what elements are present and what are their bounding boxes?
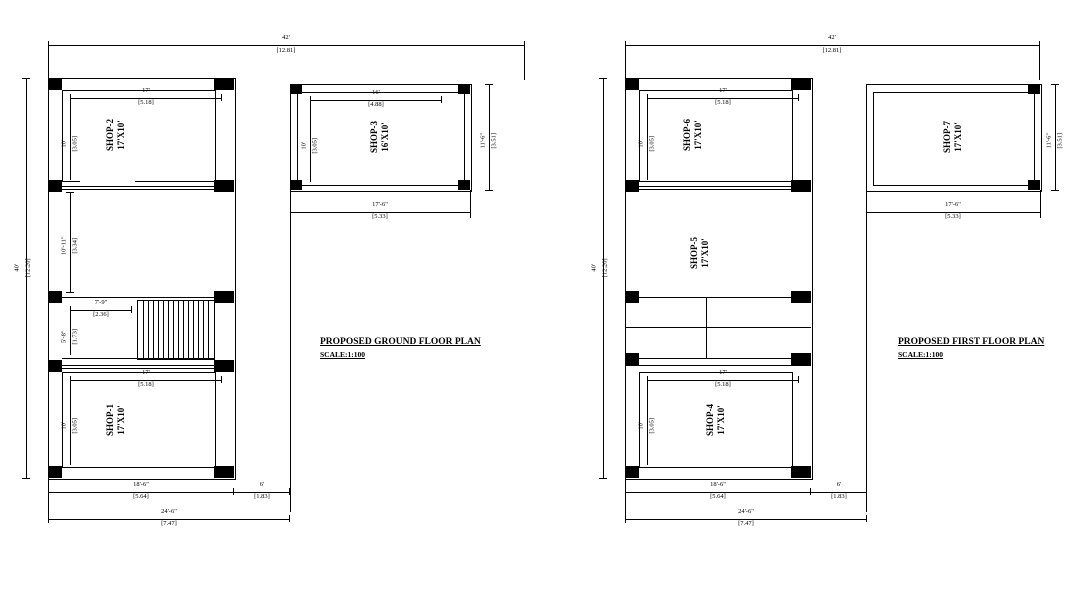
shop-name: SHOP-3 xyxy=(369,121,379,154)
dim-shop4-h-ft: 10' xyxy=(637,421,645,430)
dim-shop1-h-ft: 10' xyxy=(60,421,68,430)
dim-stair-w-ft: 7'-9" xyxy=(94,299,108,306)
dim-right-m: [3.51] xyxy=(1056,132,1064,149)
dim-stair-h-ft: 5'-8" xyxy=(60,330,68,343)
dim-bottom-total-m: [7.47] xyxy=(738,520,754,527)
column xyxy=(791,353,811,365)
dim-tick xyxy=(1051,84,1059,85)
dim-stair-w-m: [2.36] xyxy=(93,311,109,318)
shop-name: SHOP-6 xyxy=(682,119,692,152)
internal-wall xyxy=(625,327,811,328)
dim-shop2-h-ft: 10' xyxy=(60,139,68,148)
dim-bottom-a-m: [5.64] xyxy=(133,493,149,500)
ext-line xyxy=(1039,45,1040,80)
dim-bottom-total-ft: 24'-6" xyxy=(161,508,177,515)
dim-shop4-w-m: [5.18] xyxy=(715,381,731,388)
column xyxy=(625,353,639,365)
ext-line xyxy=(1040,190,1041,218)
internal-wall xyxy=(625,365,811,366)
shop-size: 17'X10' xyxy=(693,120,703,150)
dim-overall-left-m: [12.20] xyxy=(601,258,609,278)
dim-tick xyxy=(798,94,799,101)
dim-right-lower-ft: 17'-6" xyxy=(945,201,961,208)
dim-shop3-h-ft: 10' xyxy=(300,141,308,150)
dim-shop3-h-m: [3.05] xyxy=(311,137,319,154)
column xyxy=(625,291,639,303)
dim-overall-left-ft: 40' xyxy=(13,263,21,272)
dim-bottom-b-ft: 6' xyxy=(259,481,265,488)
dim-right-lower-ft: 17'-6" xyxy=(372,201,388,208)
shop-size: 17'X10' xyxy=(700,238,710,268)
dim-line-top-f xyxy=(625,45,1040,46)
dim-right-ft: 11'-6" xyxy=(479,133,487,149)
dim-overall-top-ft: 42' xyxy=(828,34,836,41)
column xyxy=(791,180,811,192)
column xyxy=(1028,180,1040,190)
dim-shop6-w-m: [5.18] xyxy=(715,99,731,106)
column xyxy=(625,78,639,90)
shop-name: SHOP-5 xyxy=(689,237,699,270)
dim-tick xyxy=(798,376,799,383)
shop-name: SHOP-7 xyxy=(942,121,952,154)
internal-wall xyxy=(625,358,811,359)
dim-shop4-w-ft: 17' xyxy=(719,369,727,376)
room-label-shop5 xyxy=(678,237,722,270)
shop-name: SHOP-4 xyxy=(705,404,715,437)
dim-overall-left-ft: 40' xyxy=(590,263,598,272)
column xyxy=(791,78,811,90)
dim-shop4-h-m: [3.05] xyxy=(648,417,656,434)
dim-bottom-b-m: [1.83] xyxy=(831,493,847,500)
ext-line xyxy=(625,478,626,523)
dim-shop2-h-m: [3.05] xyxy=(71,135,79,152)
internal-wall xyxy=(625,297,811,298)
first-plan-title: PROPOSED FIRST FLOOR PLAN xyxy=(898,337,1045,347)
ext-line xyxy=(625,45,626,80)
dim-shop3-w-m: [4.88] xyxy=(368,101,384,108)
dim-tick xyxy=(599,478,607,479)
dim-stair-h-m: [1.73] xyxy=(71,328,79,345)
column xyxy=(791,466,811,478)
ext-line xyxy=(866,212,867,512)
column xyxy=(791,291,811,303)
first-plan-scale: SCALE:1:100 xyxy=(898,350,944,359)
shop-size: 17'X10' xyxy=(116,405,126,435)
dim-tick xyxy=(599,78,607,79)
shop-size: 16'X10' xyxy=(380,122,390,152)
dim-shop1-h-m: [3.05] xyxy=(71,417,79,434)
dim-overall-top-ft: 42' xyxy=(282,34,290,41)
dim-mid-m: [3.34] xyxy=(71,237,79,254)
dim-shop3-w-ft: 16' xyxy=(372,89,380,96)
shop-name: SHOP-1 xyxy=(105,404,115,437)
shop-size: 17'X10' xyxy=(953,122,963,152)
dim-overall-top-m: [12.81] xyxy=(276,47,296,54)
dim-overall-left-m: [12.20] xyxy=(24,258,32,278)
dim-shop1-w-ft: 17' xyxy=(142,369,150,376)
dim-bottom-a-m: [5.64] xyxy=(710,493,726,500)
internal-wall xyxy=(706,297,707,358)
room-label-shop6 xyxy=(671,119,715,152)
dim-right-m: [3.51] xyxy=(490,132,498,149)
ground-plan-title: PROPOSED GROUND FLOOR PLAN xyxy=(320,337,481,347)
dim-bottom-b-ft: 6' xyxy=(836,481,842,488)
dim-right-lower-m: [5.33] xyxy=(945,213,961,220)
dim-right-ft: 11'-6" xyxy=(1045,133,1053,149)
dim-shop1-w-m: [5.18] xyxy=(138,381,154,388)
shop-size: 17'X10' xyxy=(116,120,126,150)
dim-bottom-a-ft: 18'-6" xyxy=(133,481,149,488)
dim-mid-ft: 10'-11" xyxy=(60,236,68,256)
room-label-shop4 xyxy=(694,404,738,437)
ground-plan-scale: SCALE:1:100 xyxy=(320,350,366,359)
dim-bottom-total-ft: 24'-6" xyxy=(738,508,754,515)
dim-shop6-w-ft: 17' xyxy=(719,87,727,94)
shop-size: 17'X10' xyxy=(716,405,726,435)
dim-bottom-total-m: [7.47] xyxy=(161,520,177,527)
column xyxy=(1028,84,1040,94)
dim-bottom-a-ft: 18'-6" xyxy=(710,481,726,488)
dim-overall-top-m: [12.81] xyxy=(822,47,842,54)
dim-bottom-b-m: [1.83] xyxy=(254,493,270,500)
shop-name: SHOP-2 xyxy=(105,119,115,152)
dim-shop6-h-ft: 10' xyxy=(637,139,645,148)
dim-shop2-w-ft: 17' xyxy=(142,87,150,94)
dim-shop6-h-m: [3.05] xyxy=(648,135,656,152)
dim-shop2-w-m: [5.18] xyxy=(138,99,154,106)
room-label-shop7 xyxy=(931,121,975,154)
dim-right-lower-m: [5.33] xyxy=(372,213,388,220)
dim-tick xyxy=(866,515,867,522)
